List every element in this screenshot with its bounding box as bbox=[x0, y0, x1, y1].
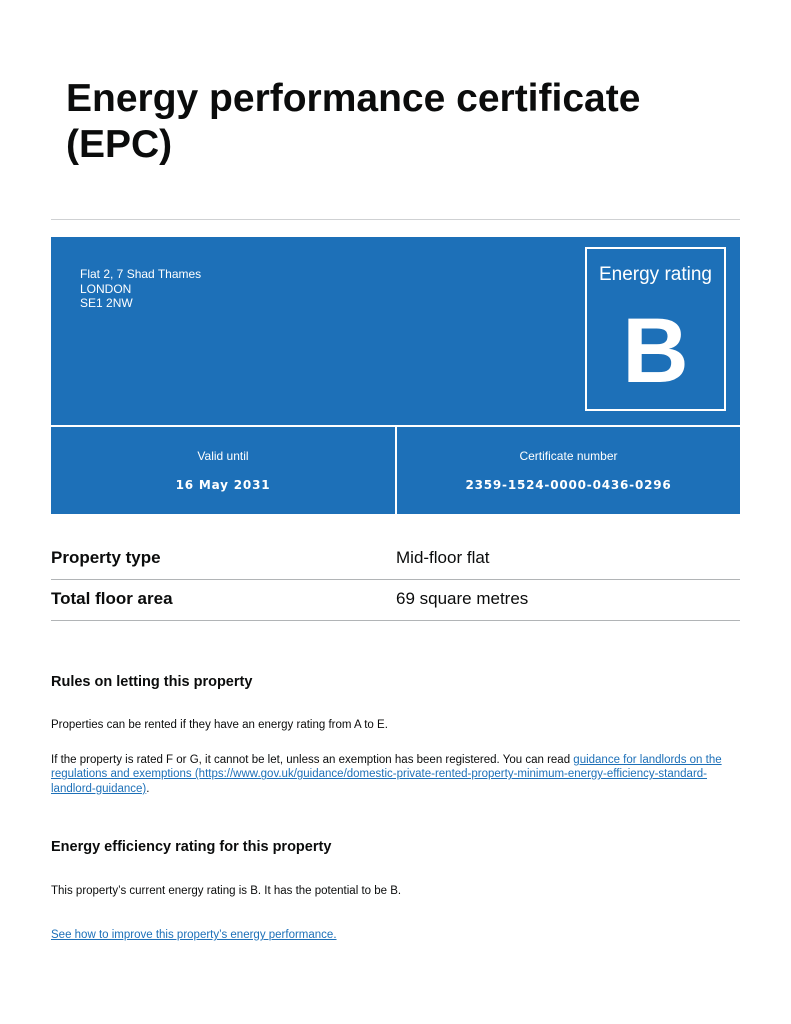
property-type-label: Property type bbox=[51, 548, 161, 567]
rules-paragraph-2-end: . bbox=[146, 782, 150, 795]
certificate-number-label: Certificate number bbox=[519, 449, 618, 463]
efficiency-heading: Energy efficiency rating for this property bbox=[51, 839, 332, 855]
rules-paragraph-1: Properties can be rented if they have an energy rating from A to E. bbox=[51, 719, 388, 731]
floor-area-row bbox=[51, 579, 740, 621]
floor-area-value: 69 square metres bbox=[396, 589, 529, 608]
landlord-guidance-link[interactable]: guidance for landlords on the regulations and exemptions (https://www.gov.uk/guidance/domestic-private-rented-property-minimum-energy-efficiency-standard-landlord-guidance) bbox=[51, 754, 722, 795]
efficiency-paragraph-link bbox=[51, 928, 741, 942]
page-title: Energy performance certificate (EPC) bbox=[66, 77, 641, 166]
property-type-row bbox=[51, 538, 740, 580]
address-rating-panel bbox=[51, 237, 740, 425]
property-type-value: Mid-floor flat bbox=[396, 548, 490, 567]
improve-performance-link[interactable]: See how to improve this property’s energy performance. bbox=[51, 929, 337, 941]
rules-heading: Rules on letting this property bbox=[51, 674, 253, 690]
address-line-2: LONDON bbox=[80, 281, 132, 296]
certificate-number-value: 2359-1524-0000-0436-0296 bbox=[465, 478, 672, 492]
energy-rating-letter: B bbox=[622, 300, 689, 402]
energy-rating-box bbox=[585, 247, 726, 411]
divider bbox=[51, 219, 740, 220]
rules-paragraph-2-text: If the property is rated F or G, it cannot be let, unless an exemption has been registered. You can read bbox=[51, 754, 574, 766]
energy-rating-label: Energy rating bbox=[598, 264, 712, 285]
certificate-number-panel bbox=[397, 427, 740, 514]
efficiency-paragraph: This property’s current energy rating is B. It has the potential to be B. bbox=[51, 885, 402, 897]
valid-until-panel bbox=[51, 427, 395, 514]
valid-until-label: Valid until bbox=[197, 449, 249, 463]
address-line-1: Flat 2, 7 Shad Thames bbox=[80, 267, 202, 281]
address-line-3: SE1 2NW bbox=[80, 296, 133, 310]
property-address bbox=[80, 267, 201, 311]
valid-until-date: 16 May 2031 bbox=[175, 478, 271, 492]
rules-paragraph-2 bbox=[51, 753, 741, 796]
floor-area-label: Total floor area bbox=[51, 589, 173, 608]
